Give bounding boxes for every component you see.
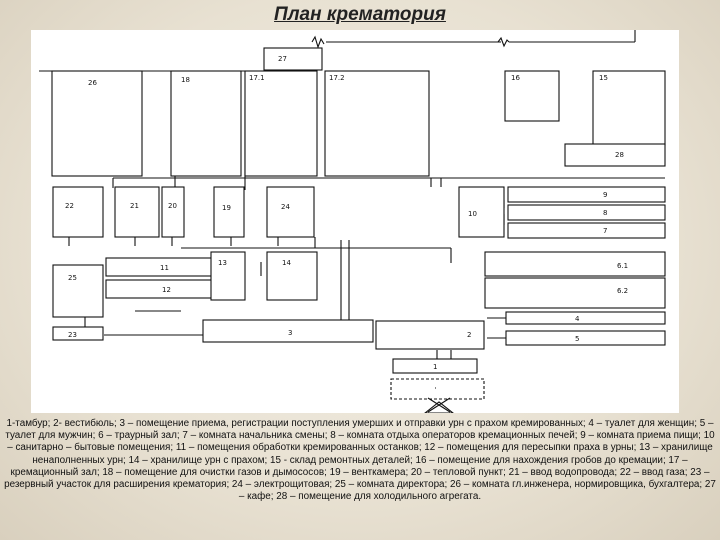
- svg-text:2: 2: [467, 331, 472, 339]
- room-10: [459, 187, 504, 237]
- room-14: [267, 252, 317, 300]
- svg-text:8: 8: [603, 209, 608, 217]
- room-1: [393, 359, 477, 373]
- room-23: [53, 327, 103, 340]
- svg-text:3: 3: [288, 329, 293, 337]
- room-4: [506, 312, 665, 324]
- room-25: [53, 265, 103, 317]
- room-18: [171, 71, 241, 176]
- floor-plan: [31, 30, 679, 413]
- svg-text:25: 25: [68, 274, 77, 282]
- svg-text:9: 9: [603, 191, 608, 199]
- svg-text:28: 28: [615, 151, 624, 159]
- svg-text:13: 13: [218, 259, 227, 267]
- room-3: [203, 320, 373, 342]
- page-title: План крематория: [274, 4, 446, 25]
- svg-text:5: 5: [575, 335, 580, 343]
- room-8: [508, 205, 665, 220]
- svg-text:27: 27: [278, 55, 287, 63]
- room-6-2: [485, 278, 665, 308]
- room-13: [211, 252, 245, 300]
- svg-text:26: 26: [88, 79, 97, 87]
- svg-text:10: 10: [468, 210, 477, 218]
- svg-text:18: 18: [181, 76, 190, 84]
- svg-text:20: 20: [168, 202, 177, 210]
- room-17-2: [325, 71, 429, 176]
- svg-text:19: 19: [222, 204, 231, 212]
- room-7: [508, 223, 665, 238]
- room-2: [376, 321, 484, 349]
- svg-text:11: 11: [160, 264, 169, 272]
- svg-text:16: 16: [511, 74, 520, 82]
- room-27: [264, 48, 322, 70]
- room-17-1: [245, 71, 317, 176]
- entrance-marker: [391, 379, 484, 413]
- svg-text:23: 23: [68, 331, 77, 339]
- room-5: [506, 331, 665, 345]
- svg-text:15: 15: [599, 74, 608, 82]
- room-19: [214, 187, 244, 237]
- svg-text:21: 21: [130, 202, 139, 210]
- svg-text:24: 24: [281, 203, 290, 211]
- svg-text:6.1: 6.1: [617, 262, 629, 270]
- room-6-1: [485, 252, 665, 276]
- room-16: [505, 71, 559, 121]
- room-22: [53, 187, 103, 237]
- svg-text:1: 1: [433, 363, 438, 371]
- svg-text:14: 14: [282, 259, 291, 267]
- legend-caption: 1-тамбур; 2- вестибюль; 3 – помещение приема, регистрации поступления умерших и отправки урн с прахом кремированных; 4 – туалет для женщин; 5 – туалет для мужчин; 6 – траурный зал; 7 – комната начальника смены; 8 – комната отдыха операторов кремационных печей; 9 – комната приема пищи; 10 – санитарно – бытовые помещения; 11 – помещения обработки кремированных останков; 12 – помещения для пересыпки праха в урны; 13 – хранилище ненаполненных урн; 14 – хранилище урн с прахом; 15 - склад ремонтных деталей; 16 – помещение для нахождения гробов до кремации; 17 – кремационный зал; 18 – помещение для очистки газов и дымососов; 19 – венткамера; 20 – тепловой пункт; 21 – ввод водопровода; 22 – ввод газа; 23 – резервный участок для расширения крематория; 24 – электрощитовая; 25 – комната директора; 26 – комната гл.инженера, нормировщика, бухгалтера; 27 – кафе; 28 – помещение для холодильного агрегата.: [4, 418, 716, 503]
- svg-text:4: 4: [575, 315, 580, 323]
- room-21: [115, 187, 159, 237]
- svg-text:22: 22: [65, 202, 74, 210]
- svg-text:7: 7: [603, 227, 608, 235]
- floor-plan-drawing: [31, 30, 679, 413]
- svg-text:17.2: 17.2: [329, 74, 345, 82]
- room-20: [162, 187, 184, 237]
- svg-text:6.2: 6.2: [617, 287, 629, 295]
- room-9: [508, 187, 665, 202]
- room-24: [267, 187, 314, 237]
- room-15: [593, 71, 665, 145]
- svg-text:17.1: 17.1: [249, 74, 265, 82]
- room-28: [565, 144, 665, 166]
- room-26: [52, 71, 142, 176]
- svg-text:12: 12: [162, 286, 171, 294]
